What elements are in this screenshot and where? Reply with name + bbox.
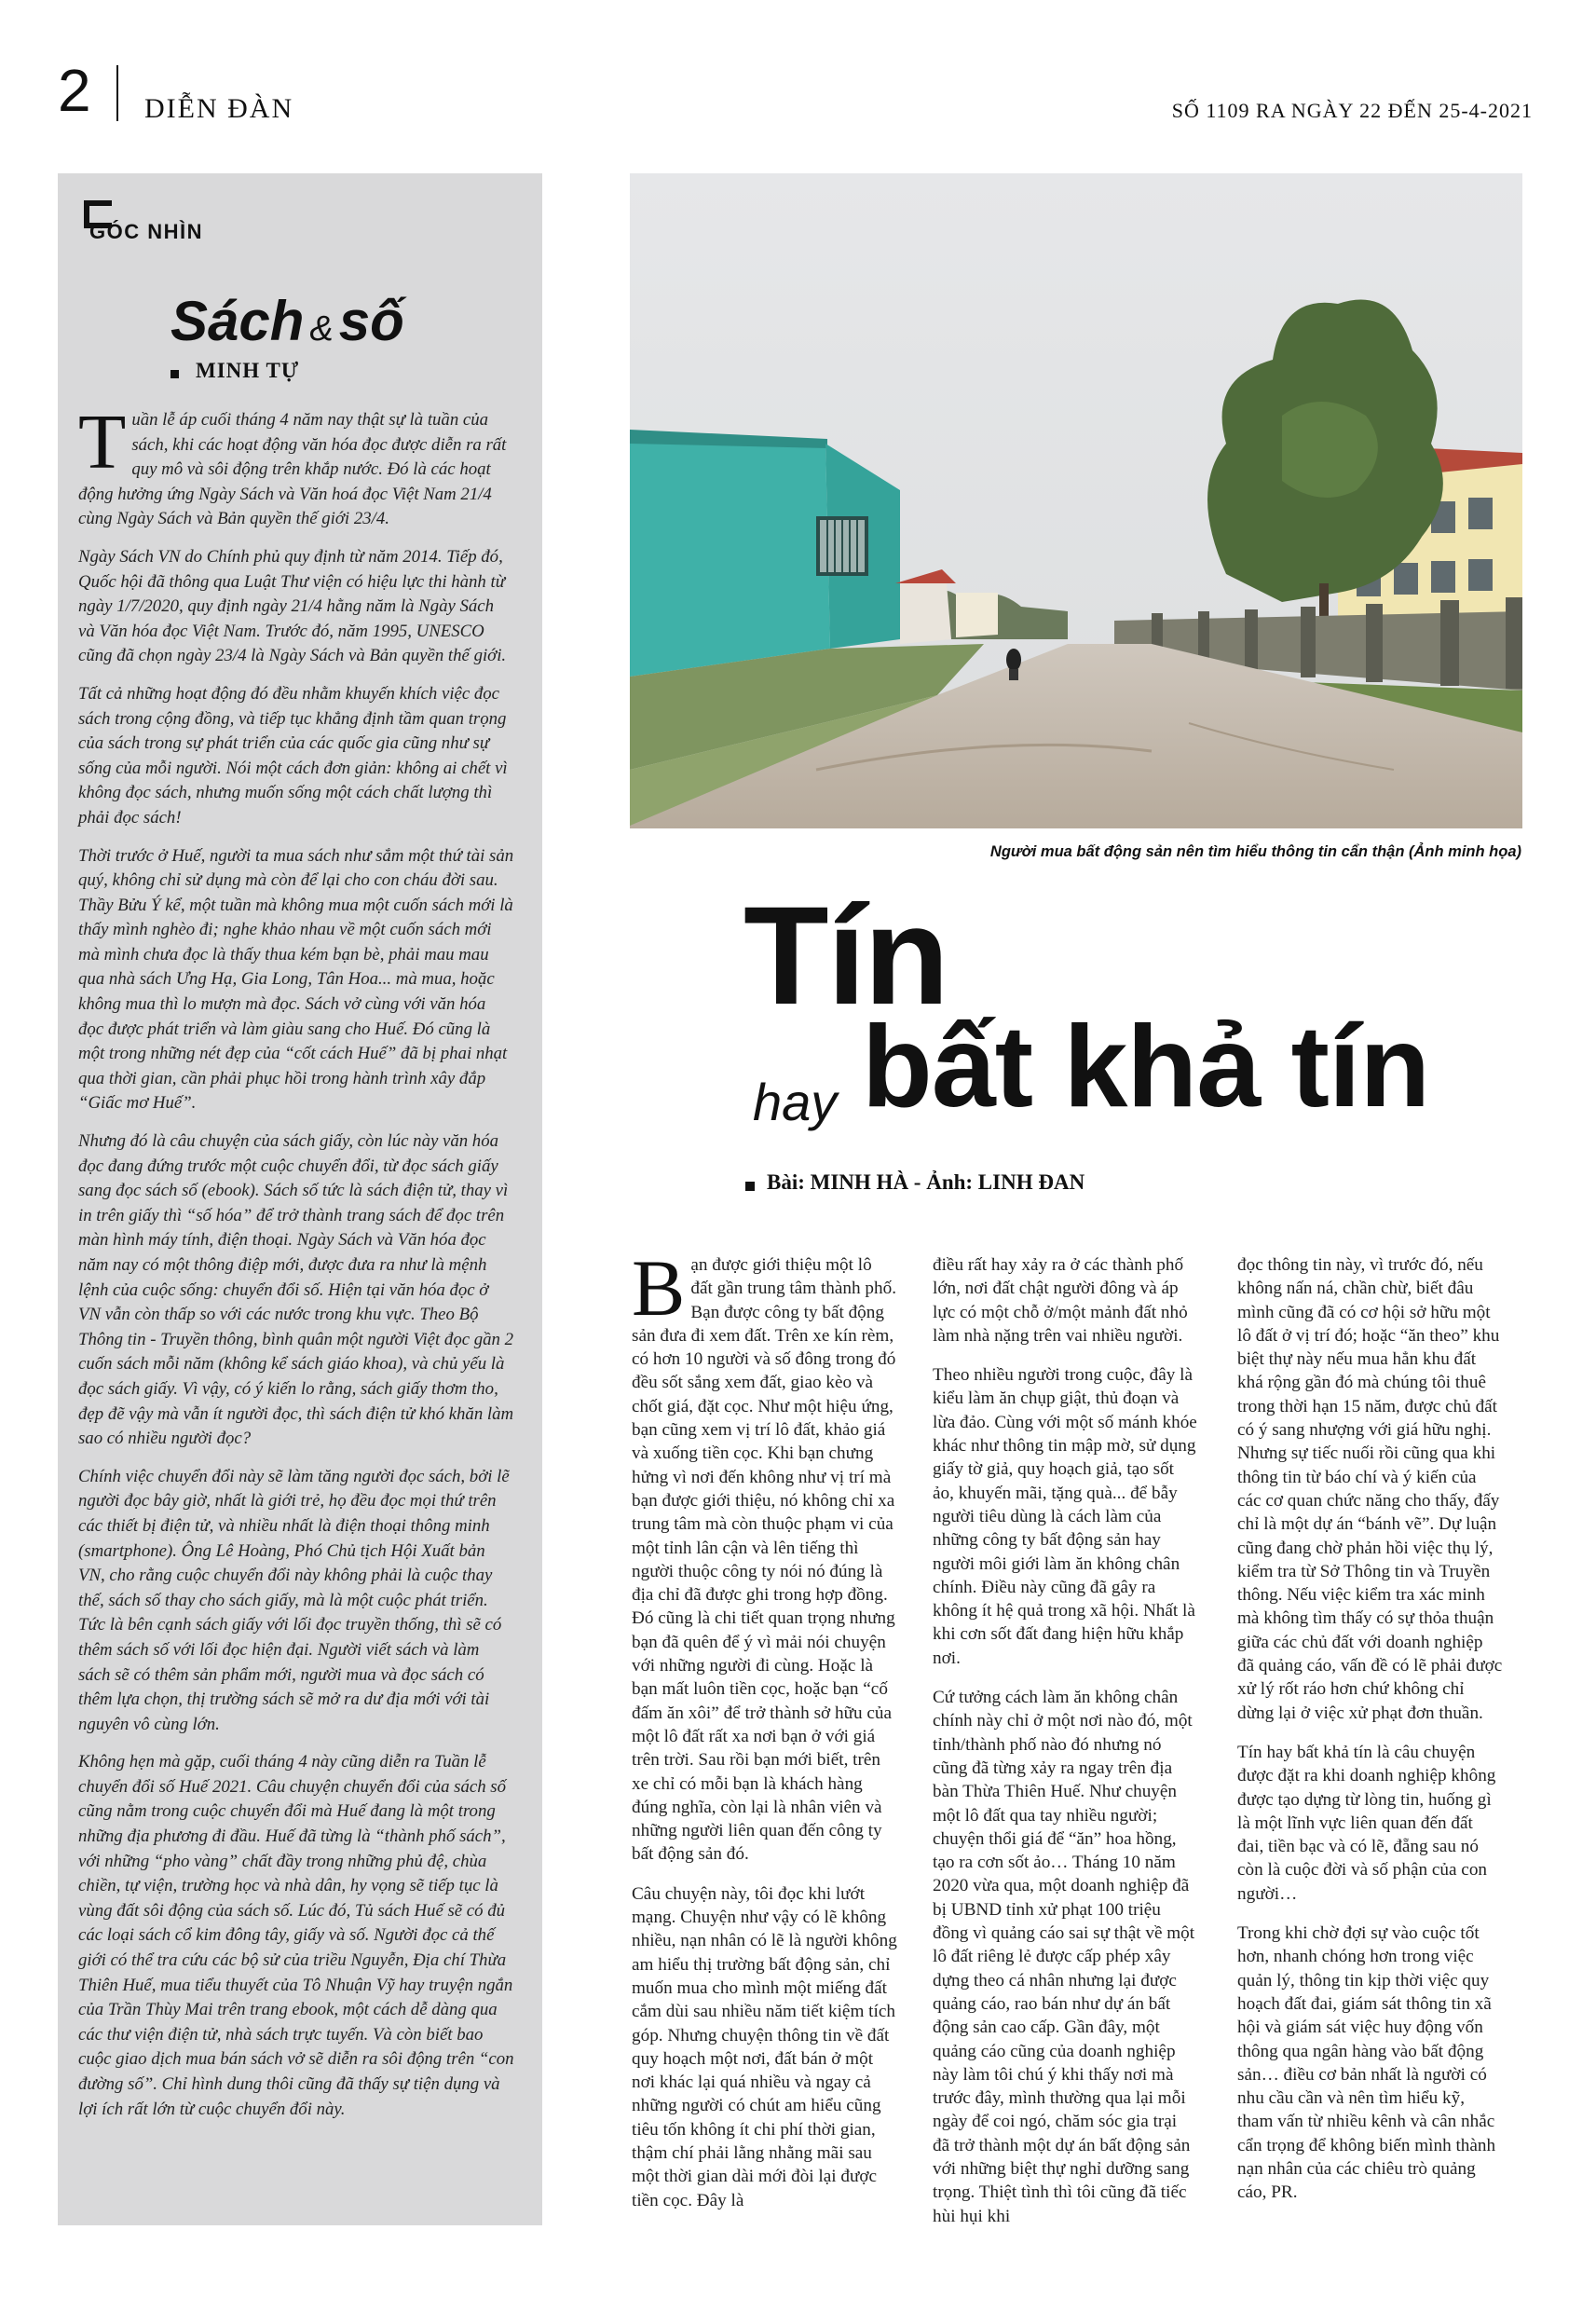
sidebar-paragraph: Tất cả những hoạt động đó đều nhằm khuyến khích việc đọc sách trong cộng đồng, và tiếp tục khẳng định tầm quan trọng của sách trong sự phát triển của các quốc gia cũng như sự sống của mỗi người. Nói một cách đơn giản: không ai chết vì không đọc sách, nhưng muốn sống một cách chất lượng thì phải đọc sách! xyxy=(78,683,508,828)
article-paragraph: Bạn được giới thiệu một lô đất gần trung tâm thành phố. Bạn được công ty bất động sản đưa đi xem đất. Trên xe kín rèm, có hơn 10 người và số đông trong đó đều sốt sắng xem đất, giao kèo và chốt giá, đặt cọc. Như một hiệu ứng, bạn cũng xem vị trí lô đất, khảo giá và xuống tiền cọc. Khi bạn chưng hửng vì nơi đến không như vị trí mà bạn được giới thiệu, nó không chỉ xa trung tâm mà còn thuộc phạm vi của một tỉnh lân cận và lên tiếng thì người thuộc công ty nói nó đúng là địa chỉ đã được ghi trong hợp đồng. Đó cũng là chi tiết quan trọng nhưng bạn đã quên để ý vì mải nói chuyện với những người đi cùng. Hoặc là bạn mất luôn tiền cọc, hoặc bạn “cố đấm ăn xôi” để trở thành sở hữu của một lô đất rất xa nơi bạn ở với giá trên trời. Sau rồi bạn mới biết, trên xe chỉ có mỗi bạn là khách hàng đúng nghĩa, còn lại là nhân viên và những người liên quan đến công ty bất động sản đó. xyxy=(632,1243,896,1865)
article-paragraph: Cứ tưởng cách làm ăn không chân chính này chỉ ở một nơi nào đó, một tỉnh/thành phố nào đó nhưng nó cũng đã từng xảy ra ngay trên địa bàn Thừa Thiên Huế. Như chuyện một lô đất qua tay nhiều người; chuyện thổi giá để “ăn” hoa hồng, tạo ra cơn sốt ảo… Tháng 10 năm 2020 vừa qua, một doanh nghiệp đã bị UBND tỉnh xử phạt 100 triệu đồng vì quảng cáo sai sự thật về một lô đất riêng lẻ được cấp phép xây dựng theo cá nhân nhưng lại được quảng cáo, rao bán như dự án bất động sản cao cấp. Gần đây, một quảng cáo cũng của doanh nghiệp này làm tôi chú ý khi thấy nơi mà trước đây, mình thường qua lại mỗi ngày để coi ngó, chăm sóc gia trại đã trở thành một dự án bất động sản với những biệt thự nghỉ dưỡng sang trọng. Thiệt tình thì tôi cũng đã tiếc hùi hụi khi xyxy=(933,1688,1195,2226)
article-paragraph: Tín hay bất khả tín là câu chuyện được đặt ra khi doanh nghiệp không được tạo dựng từ lòng tin, huống gì là một lĩnh vực liên quan đến đất đai, tiền bạc và có lẽ, đẵng sau nó còn là cuộc đời và số phận của con người… xyxy=(1237,1742,1496,1904)
headline-rest: bất khả tín xyxy=(862,1003,1430,1131)
sidebar-paragraph: Không hẹn mà gặp, cuối tháng 4 này cũng diễn ra Tuần lễ chuyển đổi số Huế 2021. Câu chuyện chuyển đổi của sách số cũng nằm trong cuộc chuyển đổi mà Huế đang là một trong những địa phương đi đầu. Huế đã từng là “thành phố sách”, với những “pho vàng” chất đầy trong những phủ đệ, chùa chiền, tự viện, trường học và nhà dân, hy vọng sẽ tiếp tục là vùng đất sôi động của sách số. Lúc đó, Tủ sách Huế sẽ có đủ các loại sách cổ kim đông tây, giấy và số. Người đọc cả thế giới có thể tra cứu các bộ sử của triều Nguyễn, Địa chí Thừa Thiên Huế, mua tiểu thuyết của Tô Nhuận Vỹ hay truyện ngắn của Trần Thùy Mai trên trang ebook, một cách dễ dàng qua các thư viện điện tử, nhà sách trực tuyến. Và còn biết bao cuộc giao dịch mua bán sách vở sẽ diễn ra sôi động trên “con đường số”. Chỉ hình dung thôi cũng đã thấy sự tiện dụng và lợi ích rất lớn từ cuộc chuyển đổi này. xyxy=(78,1752,514,2119)
byline-bullet-icon xyxy=(745,1182,755,1191)
sidebar-author: MINH TỰ xyxy=(196,359,300,382)
article-paragraph: đọc thông tin này, vì trước đó, nếu không nấn ná, chần chừ, biết đâu mình cũng đã có cơ hội sở hữu một lô đất ở vị trí đó; hoặc “ăn theo” khu biệt thự này nếu mua hẳn khu đất khá rộng gần đó mà chúng tôi thuê trong thời hạn 15 năm, được chủ đất có ý sang nhượng với giá hữu nghị. Nhưng sự tiếc nuối rồi cũng qua khi thông tin từ báo chí và ý kiến của các cơ quan chức năng cho thấy, đấy chỉ là một dự án “bánh vẽ”. Dự luận cũng đang chờ phản hồi việc thụ lý, kiểm tra từ Sở Thông tin và Truyền thông. Nếu việc kiểm tra xác minh mà không tìm thấy có sự thỏa thuận giữa các chủ đất với doanh nghiệp đã quảng cáo, vấn đề có lẽ phải được xử lý rốt ráo hơn chứ không chỉ dừng lại ở việc xử phạt đơn thuần. xyxy=(1237,1255,1503,1723)
sidebar-body xyxy=(78,399,514,2135)
headline-word-hay: hay xyxy=(753,1073,838,1131)
issue-info: SỐ 1109 RA NGÀY 22 ĐẾN 25-4-2021 xyxy=(1171,99,1533,122)
author-bullet-icon xyxy=(171,370,179,378)
article-dropcap: B xyxy=(632,1243,686,1333)
header-divider xyxy=(116,65,118,121)
article-paragraph: Trong khi chờ đợi sự vào cuộc tốt hơn, nhanh chóng hơn trong việc quản lý, thông tin kịp thời việc quy hoạch đất đai, giám sát thông tin xã hội và giám sát việc huy động vốn thông qua ngân hàng vào bất động sản… điều cơ bản nhất là người có nhu cầu cần và nên tìm hiểu kỹ, tham vấn từ nhiều kênh và cân nhắc cẩn trọng để không biến mình thành nạn nhân của các chiêu trò quảng cáo, PR. xyxy=(1237,1923,1496,2203)
sidebar-paragraph: Thời trước ở Huế, người ta mua sách như sắm một thứ tài sản quý, không chỉ sử dụng mà còn để lại cho con cháu đời sau. Thầy Bửu Ý kể, một tuần mà không mua một cuốn sách mới là thấy mình nghèo đi; nghe khảo nhau về một cuốn sách mới mà mình chưa đọc là thấy thua kém bạn bè, phải mau mau qua nhà sách Ưng Hạ, Gia Long, Tân Hoa... mà mua, hoặc không mua thì lo mượn mà đọc. Sách vở cùng với văn hóa đọc được phát triển và làm giàu sang cho Huế. Đó cũng là một trong những nét đẹp của “cốt cách Huế” đã bị phai nhạt qua thời gian, cần phải phục hồi trong hành trình xây đắp “Giấc mơ Huế”. xyxy=(78,845,514,1114)
sidebar-paragraph: Tuần lễ áp cuối tháng 4 năm nay thật sự là tuần của sách, khi các hoạt động văn hóa đọc được diễn ra rất quy mô và sôi động trên khắp nước. Đó là các hoạt động hưởng ứng Ngày Sách và Văn hoá đọc Việt Nam 21/4 cùng Ngày Sách và Bản quyền thế giới 23/4. xyxy=(78,399,507,529)
photo-caption: Người mua bất động sản nên tìm hiểu thông tin cẩn thận (Ảnh minh họa) xyxy=(989,843,1521,860)
column-label: GÓC NHÌN xyxy=(89,220,203,243)
article-column-2 xyxy=(933,1253,1198,2244)
sidebar-paragraph: Chính việc chuyển đổi này sẽ làm tăng người đọc sách, bởi lẽ người đọc bây giờ, nhất là giới trẻ, họ đều đọc mọi thứ trên các thiết bị điện tử, và nhiều nhất là điện thoại thông minh (smartphone). Ông Lê Hoàng, Phó Chủ tịch Hội Xuất bản VN, cho rằng cuộc chuyển đổi này không phải là cuộc thay thế, sách số thay cho sách giấy, mà là một cuộc phát triển. Tức là bên cạnh sách giấy với lối đọc truyền thống, thì sẽ có thêm sách số với lối đọc hiện đại. Người viết sách và làm sách sẽ có thêm sản phẩm mới, người mua và đọc sách có thêm lựa chọn, thị trường sách sẽ mở ra dư địa mới với tài nguyên vô cùng lớn. xyxy=(78,1466,510,1734)
page-number: 2 xyxy=(58,57,91,124)
sidebar-title-part1: Sách xyxy=(171,290,305,352)
sidebar-title-amp: & xyxy=(309,309,334,349)
section-name: DIỄN ĐÀN xyxy=(144,93,294,124)
article-photo xyxy=(630,173,1522,828)
article-byline: Bài: MINH HÀ - Ảnh: LINH ĐAN xyxy=(767,1170,1085,1194)
article-paragraph: Theo nhiều người trong cuộc, đây là kiểu làm ăn chụp giật, thủ đoạn và lừa đảo. Cùng với một số mánh khóe khác như thông tin mập mờ, sử dụng giấy tờ giả, quy hoạch giả, tạo sốt ảo, khuyến mãi, tặng quà... để bẫy người tiêu dùng là cách làm của những công ty bất động sản hay người môi giới làm ăn không chân chính. Điều này cũng đã gây ra không ít hệ quả trong xã hội. Nhất là khi cơn sốt đất đang hiện hữu khắp nơi. xyxy=(933,1365,1197,1668)
article-column-1 xyxy=(632,1243,897,2228)
article-column-3 xyxy=(1237,1253,1503,2221)
sidebar-title-part2: số xyxy=(338,290,404,352)
sidebar-title xyxy=(171,289,404,353)
sidebar-paragraph: Ngày Sách VN do Chính phủ quy định từ năm 2014. Tiếp đó, Quốc hội đã thông qua Luật Thư viện có hiệu lực thi hành từ ngày 1/7/2020, quy định ngày 21/4 hằng năm là Ngày Sách và Văn hóa đọc Việt Nam. Trước đó, năm 1995, UNESCO cũng đã chọn ngày 23/4 là Ngày Sách và Bản quyền thế giới. xyxy=(78,546,507,666)
article-paragraph: Câu chuyện này, tôi đọc khi lướt mạng. Chuyện như vậy có lẽ không nhiều, nạn nhân có lẽ là người không am hiểu thị trường bất động sản, chỉ muốn mua cho mình một miếng đất cắm dùi sau nhiều năm tiết kiệm tích góp. Nhưng chuyện thông tin về đất quy hoạch một nơi, đất bán ở một nơi khác lại quá nhiều và ngay cả những người có chút am hiểu cũng tiêu tốn không ít chi phí thời gian, thậm chí phải lằng nhằng mãi sau một thời gian dài mới đòi lại được tiền cọc. Đây là xyxy=(632,1883,897,2210)
article-paragraph: điều rất hay xảy ra ở các thành phố lớn, nơi đất chật người đông và áp lực có một chỗ ở/một mảnh đất nhỏ làm nhà nặng trên vai nhiều người. xyxy=(933,1255,1188,1346)
sidebar-paragraph: Nhưng đó là câu chuyện của sách giấy, còn lúc này văn hóa đọc đang đứng trước một cuộc chuyển đổi, từ đọc sách giấy sang đọc sách số (ebook). Sách số tức là sách điện tử, thay vì in trên giấy thì “số hóa” để trở thành trang sách để đọc trên màn hình máy tính, điện thoại. Ngày Sách và Văn hóa đọc năm nay có một thông điệp mới, được đưa ra như là mệnh lệnh của cuộc sống: chuyển đổi số. Hiện tại văn hóa đọc ở VN vẫn còn thấp so với các nước trong khu vực. Theo Bộ Thông tin - Truyền thông, bình quân một người Việt đọc gần 2 cuốn sách mỗi năm (không kể sách giáo khoa), và chủ yếu là đọc sách giấy. Vì vậy, có ý kiến lo rằng, sách giấy thơm tho, đẹp đẽ vậy mà vẫn ít người đọc, thì sách điện tử khó khăn làm sao có nhiều người đọc? xyxy=(78,1131,514,1449)
sidebar-dropcap: T xyxy=(78,399,127,486)
headline-word-tin: Tín xyxy=(743,877,948,1033)
